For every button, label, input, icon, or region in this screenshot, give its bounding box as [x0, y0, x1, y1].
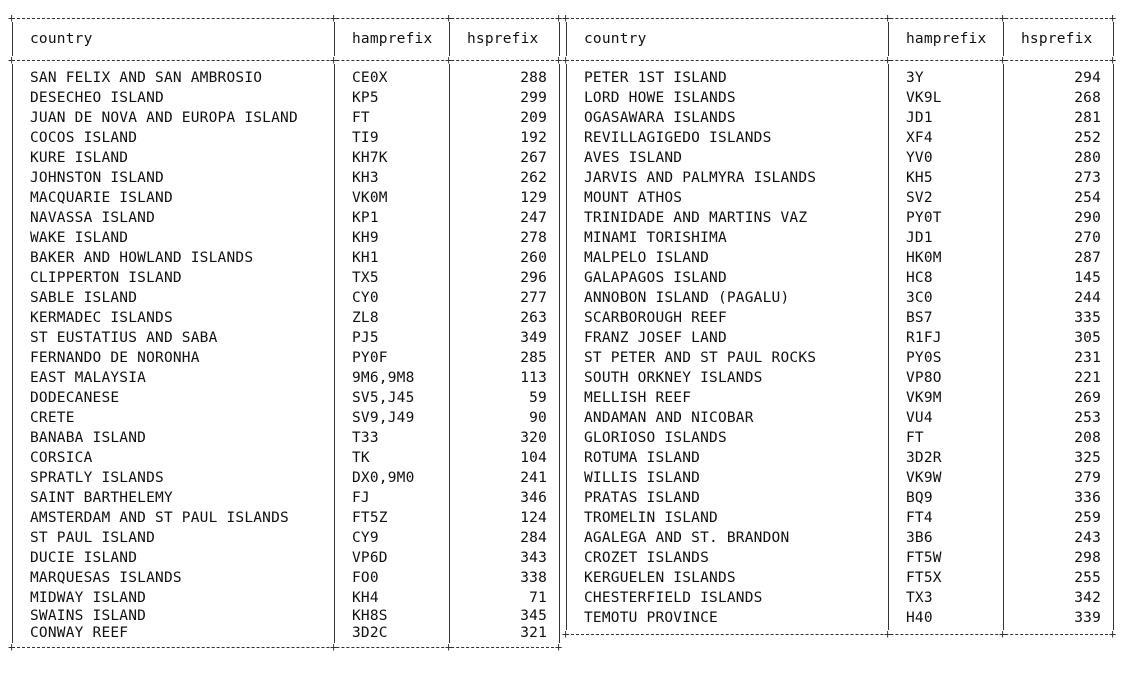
- table-row: [566, 508, 1113, 528]
- separator-plus: +: [1109, 11, 1117, 25]
- column-divider: [559, 22, 560, 56]
- separator-plus: +: [555, 11, 563, 25]
- cell-country: BAKER AND HOWLAND ISLANDS: [30, 250, 254, 266]
- cell-country: TRINIDADE AND MARTINS VAZ: [584, 210, 808, 226]
- table-row: [566, 128, 1113, 148]
- cell-hsprefix: 325: [1074, 450, 1101, 466]
- table-row: [566, 328, 1113, 348]
- cell-hamprefix: T33: [352, 430, 379, 446]
- cell-country: SAN FELIX AND SAN AMBROSIO: [30, 70, 263, 86]
- cell-country: DUCIE ISLAND: [30, 550, 138, 566]
- cell-country: AVES ISLAND: [584, 150, 683, 166]
- cell-hsprefix: 339: [1074, 610, 1101, 626]
- cell-country: WILLIS ISLAND: [584, 470, 701, 486]
- separator-plus: +: [884, 11, 892, 25]
- separator-plus: +: [445, 53, 453, 67]
- table-row: [12, 488, 559, 508]
- cell-country: AGALEGA AND ST. BRANDON: [584, 530, 790, 546]
- cell-hamprefix: 3B6: [906, 530, 933, 546]
- header-separator: [562, 53, 1117, 67]
- cell-hsprefix: 241: [520, 470, 547, 486]
- cell-hsprefix: 281: [1074, 110, 1101, 126]
- cell-hsprefix: 208: [1074, 430, 1101, 446]
- cell-hsprefix: 345: [520, 607, 547, 624]
- table-row: [566, 448, 1113, 468]
- cell-country: MALPELO ISLAND: [584, 250, 710, 266]
- cell-hsprefix: 273: [1074, 170, 1101, 186]
- separator-plus: +: [999, 53, 1007, 67]
- table-row: [12, 288, 559, 308]
- cell-hamprefix: R1FJ: [906, 330, 942, 346]
- cell-hsprefix: 209: [520, 110, 547, 126]
- cell-hamprefix: TK: [352, 450, 370, 466]
- cell-hamprefix: BS7: [906, 310, 933, 326]
- cell-hsprefix: 343: [520, 550, 547, 566]
- cell-country: CRETE: [30, 410, 75, 426]
- separator-plus: +: [8, 639, 16, 654]
- cell-hsprefix: 296: [520, 270, 547, 286]
- cell-country: WAKE ISLAND: [30, 230, 129, 246]
- column-divider: [12, 22, 13, 56]
- cell-hamprefix: H40: [906, 610, 933, 626]
- cell-hamprefix: 3D2R: [906, 450, 942, 466]
- cell-hamprefix: 3Y: [906, 70, 924, 86]
- cell-hsprefix: 280: [1074, 150, 1101, 166]
- cell-hamprefix: KP1: [352, 210, 379, 226]
- table-row: [12, 208, 559, 228]
- cell-hsprefix: 279: [1074, 470, 1101, 486]
- table-row: [566, 148, 1113, 168]
- cell-country: ST EUSTATIUS AND SABA: [30, 330, 218, 346]
- cell-hsprefix: 247: [520, 210, 547, 226]
- cell-hsprefix: 231: [1074, 350, 1101, 366]
- header-country: country: [30, 31, 93, 47]
- cell-hsprefix: 287: [1074, 250, 1101, 266]
- column-divider: [449, 22, 450, 56]
- cell-country: LORD HOWE ISLANDS: [584, 90, 736, 106]
- cell-country: SAINT BARTHELEMY: [30, 490, 173, 506]
- cell-hsprefix: 267: [520, 150, 547, 166]
- separator-plus: +: [555, 639, 563, 654]
- table-row: [566, 348, 1113, 368]
- table-row: [12, 88, 559, 108]
- cell-country: KERGUELEN ISLANDS: [584, 570, 736, 586]
- separator-plus: +: [999, 11, 1007, 25]
- separator-plus: +: [445, 11, 453, 25]
- cell-hamprefix: SV9,J49: [352, 410, 415, 426]
- cell-hamprefix: SV5,J45: [352, 390, 415, 406]
- cell-hsprefix: 113: [520, 370, 547, 386]
- cell-country: MACQUARIE ISLAND: [30, 190, 173, 206]
- cell-hsprefix: 145: [1074, 270, 1101, 286]
- table-row: [12, 568, 559, 588]
- cell-hamprefix: KH3: [352, 170, 379, 186]
- table-row: [566, 528, 1113, 548]
- cell-hamprefix: VK9W: [906, 470, 942, 486]
- separator-plus: +: [999, 627, 1007, 641]
- table-row: [12, 528, 559, 548]
- cell-hsprefix: 192: [520, 130, 547, 146]
- cell-country: MOUNT ATHOS: [584, 190, 683, 206]
- cell-country: ROTUMA ISLAND: [584, 450, 701, 466]
- table-row: [12, 448, 559, 468]
- column-divider: [334, 22, 335, 56]
- separator-plus: +: [562, 627, 570, 641]
- cell-country: FRANZ JOSEF LAND: [584, 330, 727, 346]
- column-divider: [566, 22, 567, 56]
- table-row: [566, 248, 1113, 268]
- cell-hsprefix: 338: [520, 570, 547, 586]
- cell-country: GLORIOSO ISLANDS: [584, 430, 727, 446]
- cell-hsprefix: 335: [1074, 310, 1101, 326]
- table-row: [566, 88, 1113, 108]
- cell-hsprefix: 288: [520, 70, 547, 86]
- cell-hsprefix: 269: [1074, 390, 1101, 406]
- table-row: [12, 148, 559, 168]
- cell-hamprefix: 3D2C: [352, 625, 388, 641]
- cell-hamprefix: VP6D: [352, 550, 388, 566]
- cell-country: SOUTH ORKNEY ISLANDS: [584, 370, 763, 386]
- cell-country: DESECHEO ISLAND: [30, 90, 164, 106]
- cell-hsprefix: 320: [520, 430, 547, 446]
- separator-plus: +: [562, 11, 570, 25]
- cell-hamprefix: KH8S: [352, 607, 388, 624]
- table-row: [566, 468, 1113, 488]
- cell-hamprefix: HK0M: [906, 250, 942, 266]
- cell-country: GALAPAGOS ISLAND: [584, 270, 727, 286]
- cell-country: REVILLAGIGEDO ISLANDS: [584, 130, 772, 146]
- header-country: country: [584, 31, 647, 47]
- cell-hamprefix: DX0,9M0: [352, 470, 415, 486]
- cell-hamprefix: TX3: [906, 590, 933, 606]
- cell-hamprefix: FT5W: [906, 550, 942, 566]
- column-divider: [559, 64, 560, 643]
- cell-country: FERNANDO DE NORONHA: [30, 350, 200, 366]
- separator-plus: +: [1109, 627, 1117, 641]
- cell-country: COCOS ISLAND: [30, 130, 138, 146]
- table-row: [12, 623, 559, 643]
- table-row: [566, 568, 1113, 588]
- cell-country: PETER 1ST ISLAND: [584, 70, 727, 86]
- column-divider: [1113, 22, 1114, 56]
- table-row: [12, 328, 559, 348]
- table-row: [566, 608, 1113, 628]
- table-row: [12, 508, 559, 528]
- table-row: [566, 428, 1113, 448]
- column-divider: [1113, 64, 1114, 630]
- table-row: [12, 308, 559, 328]
- cell-country: SCARBOROUGH REEF: [584, 310, 727, 326]
- header-separator: [8, 53, 563, 67]
- table-row: [12, 408, 559, 428]
- cell-country: CLIPPERTON ISLAND: [30, 270, 182, 286]
- cell-hamprefix: FO0: [352, 570, 379, 586]
- table-row: [566, 388, 1113, 408]
- cell-hamprefix: FT5Z: [352, 510, 388, 526]
- cell-country: TROMELIN ISLAND: [584, 510, 718, 526]
- table-row: [566, 108, 1113, 128]
- table-row: [566, 168, 1113, 188]
- cell-hamprefix: VP8O: [906, 370, 942, 386]
- table-row: [12, 168, 559, 188]
- table-row: [566, 408, 1113, 428]
- cell-country: ANDAMAN AND NICOBAR: [584, 410, 754, 426]
- cell-hsprefix: 263: [520, 310, 547, 326]
- cell-hsprefix: 268: [1074, 90, 1101, 106]
- cell-country: PRATAS ISLAND: [584, 490, 701, 506]
- cell-hsprefix: 290: [1074, 210, 1101, 226]
- cell-country: AMSTERDAM AND ST PAUL ISLANDS: [30, 510, 289, 526]
- separator-plus: +: [8, 53, 16, 67]
- cell-hsprefix: 104: [520, 450, 547, 466]
- cell-hsprefix: 270: [1074, 230, 1101, 246]
- cell-hamprefix: VK0M: [352, 190, 388, 206]
- table-row: [566, 208, 1113, 228]
- table-row: [566, 308, 1113, 328]
- table-row: [12, 368, 559, 388]
- cell-hamprefix: HC8: [906, 270, 933, 286]
- cell-hamprefix: VU4: [906, 410, 933, 426]
- cell-country: CORSICA: [30, 450, 93, 466]
- cell-hsprefix: 321: [520, 625, 547, 641]
- cell-hsprefix: 59: [529, 390, 547, 406]
- table-row: [12, 248, 559, 268]
- cell-hamprefix: FJ: [352, 490, 370, 506]
- table-top-border: [8, 11, 563, 25]
- separator-plus: +: [8, 11, 16, 25]
- cell-country: ST PETER AND ST PAUL ROCKS: [584, 350, 817, 366]
- cell-hsprefix: 262: [520, 170, 547, 186]
- cell-country: SPRATLY ISLANDS: [30, 470, 164, 486]
- cell-hsprefix: 285: [520, 350, 547, 366]
- table-row: [12, 468, 559, 488]
- cell-country: EAST MALAYSIA: [30, 370, 147, 386]
- table-row: [566, 548, 1113, 568]
- separator-plus: +: [445, 639, 453, 654]
- cell-hsprefix: 253: [1074, 410, 1101, 426]
- cell-country: OGASAWARA ISLANDS: [584, 110, 736, 126]
- table-row: [12, 428, 559, 448]
- cell-hsprefix: 255: [1074, 570, 1101, 586]
- cell-hamprefix: KH1: [352, 250, 379, 266]
- table-row: [566, 268, 1113, 288]
- column-divider: [1003, 22, 1004, 56]
- cell-hamprefix: KH9: [352, 230, 379, 246]
- cell-hsprefix: 124: [520, 510, 547, 526]
- table-row: [12, 228, 559, 248]
- cell-hamprefix: KH5: [906, 170, 933, 186]
- header-hamprefix: hamprefix: [352, 31, 433, 47]
- cell-country: JUAN DE NOVA AND EUROPA ISLAND: [30, 110, 298, 126]
- table-row: [12, 348, 559, 368]
- cell-hsprefix: 277: [520, 290, 547, 306]
- cell-hamprefix: PJ5: [352, 330, 379, 346]
- table-row: [566, 488, 1113, 508]
- cell-country: SABLE ISLAND: [30, 290, 138, 306]
- cell-country: MIDWAY ISLAND: [30, 590, 147, 606]
- cell-country: JOHNSTON ISLAND: [30, 170, 164, 186]
- cell-hsprefix: 259: [1074, 510, 1101, 526]
- cell-hsprefix: 129: [520, 190, 547, 206]
- cell-hamprefix: PY0S: [906, 350, 942, 366]
- cell-hsprefix: 90: [529, 410, 547, 426]
- table-row: [12, 388, 559, 408]
- separator-plus: +: [330, 11, 338, 25]
- cell-hamprefix: YV0: [906, 150, 933, 166]
- cell-hamprefix: SV2: [906, 190, 933, 206]
- cell-hamprefix: CE0X: [352, 70, 388, 86]
- cell-hamprefix: CY0: [352, 290, 379, 306]
- table-bottom-border: [562, 627, 1117, 641]
- cell-hsprefix: 298: [1074, 550, 1101, 566]
- cell-country: SWAINS ISLAND: [30, 607, 147, 624]
- cell-country: DODECANESE: [30, 390, 120, 406]
- cell-hamprefix: FT5X: [906, 570, 942, 586]
- cell-country: TEMOTU PROVINCE: [584, 610, 718, 626]
- cell-country: ANNOBON ISLAND (PAGALU): [584, 290, 790, 306]
- left-table: [8, 0, 563, 674]
- table-row: [566, 368, 1113, 388]
- cell-hsprefix: 221: [1074, 370, 1101, 386]
- table-row: [12, 548, 559, 568]
- table-top-border: [562, 11, 1117, 25]
- column-divider: [888, 22, 889, 56]
- cell-hamprefix: PY0T: [906, 210, 942, 226]
- separator-plus: +: [884, 627, 892, 641]
- cell-hamprefix: JD1: [906, 110, 933, 126]
- cell-hamprefix: 3C0: [906, 290, 933, 306]
- cell-hsprefix: 244: [1074, 290, 1101, 306]
- table-row: [12, 128, 559, 148]
- cell-hamprefix: JD1: [906, 230, 933, 246]
- cell-hamprefix: TX5: [352, 270, 379, 286]
- separator-plus: +: [555, 53, 563, 67]
- table-bottom-border: [8, 639, 563, 654]
- separator-plus: +: [884, 53, 892, 67]
- separator-plus: +: [330, 53, 338, 67]
- cell-hsprefix: 346: [520, 490, 547, 506]
- cell-hamprefix: KH7K: [352, 150, 388, 166]
- cell-hamprefix: 9M6,9M8: [352, 370, 415, 386]
- cell-country: NAVASSA ISLAND: [30, 210, 156, 226]
- cell-hsprefix: 336: [1074, 490, 1101, 506]
- cell-hamprefix: XF4: [906, 130, 933, 146]
- table-row: [12, 68, 559, 88]
- cell-hamprefix: ZL8: [352, 310, 379, 326]
- cell-hsprefix: 305: [1074, 330, 1101, 346]
- cell-country: BANABA ISLAND: [30, 430, 147, 446]
- cell-hamprefix: KP5: [352, 90, 379, 106]
- separator-plus: +: [1109, 53, 1117, 67]
- header-hsprefix: hsprefix: [467, 31, 539, 47]
- cell-hsprefix: 294: [1074, 70, 1101, 86]
- cell-country: MINAMI TORISHIMA: [584, 230, 727, 246]
- cell-country: CONWAY REEF: [30, 625, 129, 641]
- cell-hsprefix: 243: [1074, 530, 1101, 546]
- separator-plus: +: [562, 53, 570, 67]
- cell-hamprefix: TI9: [352, 130, 379, 146]
- cell-hamprefix: FT: [906, 430, 924, 446]
- cell-hamprefix: FT4: [906, 510, 933, 526]
- cell-hsprefix: 278: [520, 230, 547, 246]
- table-row: [566, 288, 1113, 308]
- cell-hamprefix: VK9L: [906, 90, 942, 106]
- cell-hsprefix: 342: [1074, 590, 1101, 606]
- cell-hsprefix: 71: [529, 590, 547, 606]
- separator-plus: +: [330, 639, 338, 654]
- cell-country: MELLISH REEF: [584, 390, 692, 406]
- right-table: [562, 0, 1117, 674]
- cell-hsprefix: 252: [1074, 130, 1101, 146]
- cell-hamprefix: FT: [352, 110, 370, 126]
- cell-hsprefix: 284: [520, 530, 547, 546]
- cell-country: ST PAUL ISLAND: [30, 530, 156, 546]
- cell-country: CROZET ISLANDS: [584, 550, 710, 566]
- table-row: [566, 188, 1113, 208]
- cell-country: CHESTERFIELD ISLANDS: [584, 590, 763, 606]
- cell-country: KERMADEC ISLANDS: [30, 310, 173, 326]
- header-hamprefix: hamprefix: [906, 31, 987, 47]
- cell-hsprefix: 254: [1074, 190, 1101, 206]
- table-row: [12, 188, 559, 208]
- cell-hamprefix: CY9: [352, 530, 379, 546]
- table-row: [566, 228, 1113, 248]
- header-hsprefix: hsprefix: [1021, 31, 1093, 47]
- cell-hamprefix: KH4: [352, 590, 379, 606]
- cell-country: KURE ISLAND: [30, 150, 129, 166]
- table-row: [12, 108, 559, 128]
- table-row: [12, 268, 559, 288]
- cell-hsprefix: 260: [520, 250, 547, 266]
- cell-hsprefix: 349: [520, 330, 547, 346]
- cell-hamprefix: PY0F: [352, 350, 388, 366]
- table-row: [566, 588, 1113, 608]
- cell-hsprefix: 299: [520, 90, 547, 106]
- cell-hamprefix: VK9M: [906, 390, 942, 406]
- cell-country: MARQUESAS ISLANDS: [30, 570, 182, 586]
- cell-country: JARVIS AND PALMYRA ISLANDS: [584, 170, 817, 186]
- cell-hamprefix: BQ9: [906, 490, 933, 506]
- table-row: [566, 68, 1113, 88]
